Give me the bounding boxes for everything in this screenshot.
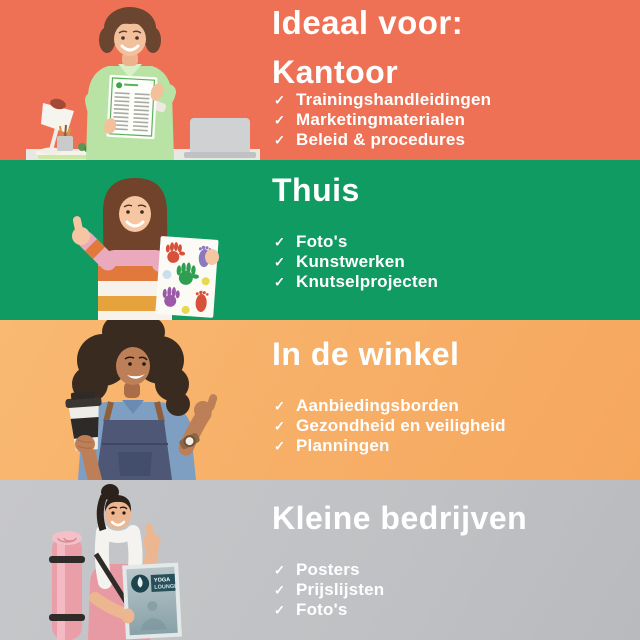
check-icon: ✓ [274, 438, 286, 454]
photo-barista [0, 320, 260, 480]
section-winkel [0, 320, 640, 480]
list-item [274, 252, 438, 272]
list-item [274, 130, 491, 150]
checklist-thuis [274, 232, 438, 292]
yoga-mat-icon [49, 531, 85, 640]
list-item [274, 436, 506, 456]
list-item [274, 416, 506, 436]
checklist-bedrijven [274, 560, 384, 620]
section-heading-thuis: Thuis [272, 172, 360, 208]
poster-text-line2: LOUNGE [154, 583, 179, 591]
list-item-label: Aanbiedingsborden [296, 396, 460, 415]
thumbs-up-icon [144, 524, 161, 551]
list-item-label: Foto's [296, 600, 348, 619]
check-icon: ✓ [274, 234, 286, 250]
photo-girl-artwork [0, 160, 260, 320]
section-kantoor [0, 0, 640, 160]
check-icon: ✓ [274, 398, 286, 414]
section-thuis [0, 160, 640, 320]
photo-office-woman [0, 0, 260, 160]
photo-yoga-woman [0, 480, 260, 640]
list-item [274, 110, 491, 130]
checklist-winkel [274, 396, 506, 456]
check-icon: ✓ [274, 132, 286, 148]
section-bedrijven [0, 480, 640, 640]
office-woman-illustration [0, 0, 260, 160]
list-item-label: Marketingmaterialen [296, 110, 466, 129]
list-item [274, 232, 438, 252]
list-item-label: Kunstwerken [296, 252, 405, 271]
check-icon: ✓ [274, 254, 286, 270]
list-item-label: Beleid & procedures [296, 130, 466, 149]
yoga-poster-icon [122, 563, 182, 640]
check-icon: ✓ [274, 112, 286, 128]
check-icon: ✓ [274, 562, 286, 578]
check-icon: ✓ [274, 582, 286, 598]
checklist-kantoor [274, 90, 491, 150]
poster-text-line1: YOGA [153, 577, 171, 584]
list-item-label: Posters [296, 560, 360, 579]
laptop-icon [184, 118, 256, 158]
list-item-label: Knutselprojecten [296, 272, 439, 291]
check-icon: ✓ [274, 418, 286, 434]
list-item-label: Prijslijsten [296, 580, 385, 599]
list-item [274, 272, 438, 292]
thumbs-up-icon [72, 215, 90, 245]
list-item-label: Trainingshandleidingen [296, 90, 492, 109]
check-icon: ✓ [274, 92, 286, 108]
list-item-label: Gezondheid en veiligheid [296, 416, 506, 435]
page-title: Ideaal voor: [272, 4, 464, 41]
girl-artwork-illustration [0, 160, 260, 320]
check-icon: ✓ [274, 602, 286, 618]
apron [96, 420, 172, 480]
list-item [274, 560, 384, 580]
list-item [274, 396, 506, 416]
check-icon: ✓ [274, 274, 286, 290]
yoga-woman-illustration [0, 480, 260, 640]
section-heading-winkel: In de winkel [272, 336, 460, 372]
list-item [274, 90, 491, 110]
section-heading-bedrijven: Kleine bedrijven [272, 500, 528, 536]
list-item [274, 580, 384, 600]
barista-illustration [0, 320, 260, 480]
pointing-thumb-icon [194, 393, 218, 419]
handprint-artwork-icon [155, 236, 218, 318]
section-heading-kantoor: Kantoor [272, 54, 399, 90]
list-item [274, 600, 384, 620]
list-item-label: Foto's [296, 232, 348, 251]
list-item-label: Planningen [296, 436, 390, 455]
